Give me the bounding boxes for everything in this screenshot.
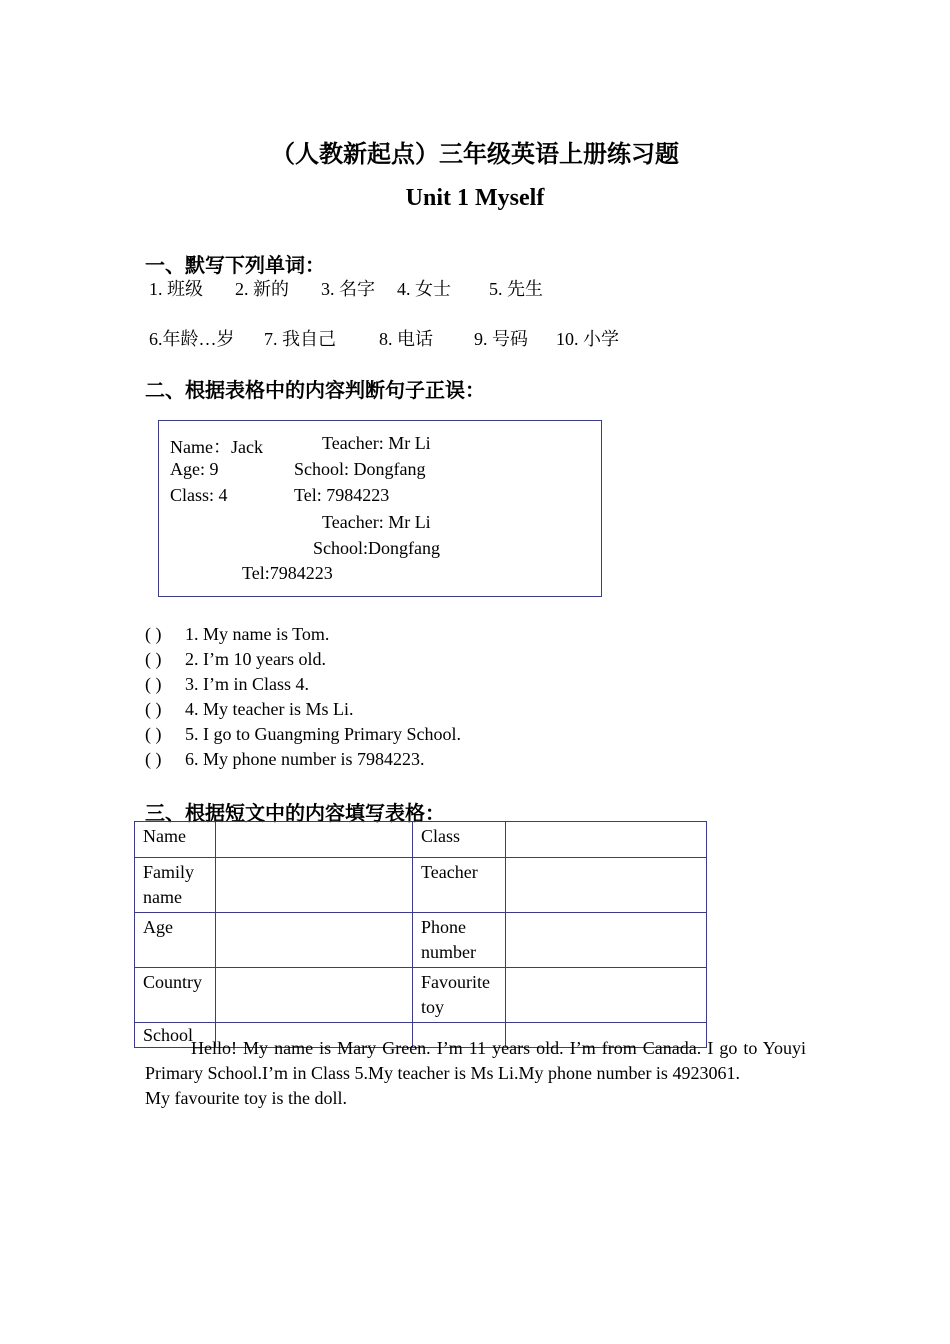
label-cell: Class [413,822,506,858]
passage-paragraph: My favourite toy is the doll. [145,1088,347,1108]
judge-item-2 [145,649,326,670]
table-row [135,858,707,913]
answer-cell[interactable] [506,913,707,968]
statement-text: 3. I’m in Class 4. [185,674,309,694]
vocab-item: 3. 名字 [321,279,375,299]
vocab-item: 1. 班级 [149,279,203,299]
label-cell: Age [135,913,216,968]
answer-cell[interactable] [506,858,707,913]
vocab-item: 10. 小学 [556,329,619,349]
vocab-item: 4. 女士 [397,279,451,299]
vocab-item: 6.年龄…岁 [149,329,235,349]
judge-item-1 [145,624,329,645]
section2-heading: 二、根据表格中的内容判断句子正误： [145,380,485,402]
answer-cell[interactable] [216,968,413,1023]
statement-text: 2. I’m 10 years old. [185,649,326,669]
label-cell: Name [135,822,216,858]
reading-passage [145,1036,806,1111]
vocab-item: 8. 电话 [379,329,433,349]
info-age: Age: 9 [170,459,219,479]
answer-blank[interactable]: ( ) [145,624,162,644]
info-school: School: Dongfang [294,459,426,479]
answer-blank[interactable]: ( ) [145,749,162,769]
label-cell: Family name [135,858,216,913]
label-cell: Favourite toy [413,968,506,1023]
info-name: Name：Jack [170,437,263,457]
passage-paragraph: Hello! My name is Mary Green. I’m 11 years old. I’m from Canada. I go to Youyi Primary School.I’m in Class 5.My teacher is Ms Li.My phone number is 4923061. [145,1038,806,1083]
vocab-item: 2. 新的 [235,279,289,299]
answer-blank[interactable]: ( ) [145,674,162,694]
info-teacher-repeat: Teacher: Mr Li [322,512,431,532]
answer-blank[interactable]: ( ) [145,699,162,719]
section3-heading: 三、根据短文中的内容填写表格： [145,803,445,825]
answer-blank[interactable]: ( ) [145,724,162,744]
info-card [158,420,602,597]
statement-text: 6. My phone number is 7984223. [185,749,425,769]
judge-item-3 [145,674,309,695]
answer-cell[interactable] [506,968,707,1023]
judge-item-5 [145,724,461,745]
judge-item-4 [145,699,353,720]
table-row [135,913,707,968]
statement-text: 1. My name is Tom. [185,624,330,644]
page-subtitle: Unit 1 Myself [405,185,545,211]
info-teacher: Teacher: Mr Li [322,433,431,453]
table-row [135,822,707,858]
judge-item-6 [145,749,424,770]
vocab-item: 9. 号码 [474,329,528,349]
answer-cell[interactable] [216,858,413,913]
statement-text: 4. My teacher is Ms Li. [185,699,354,719]
answer-blank[interactable]: ( ) [145,649,162,669]
vocab-item: 7. 我自己 [264,329,336,349]
page-title: （人教新起点）三年级英语上册练习题 [271,142,679,168]
section1-heading: 一、默写下列单词： [145,255,325,277]
answer-cell[interactable] [506,822,707,858]
label-cell: School [135,1023,216,1048]
table-row [135,968,707,1023]
info-class: Class: 4 [170,485,228,505]
vocab-item: 5. 先生 [489,279,543,299]
info-tel: Tel: 7984223 [294,485,390,505]
statement-text: 5. I go to Guangming Primary School. [185,724,461,744]
info-tel-repeat: Tel:7984223 [242,563,333,583]
label-cell: Phone number [413,913,506,968]
label-cell: Country [135,968,216,1023]
answer-cell[interactable] [216,822,413,858]
info-school-repeat: School:Dongfang [313,538,440,558]
label-cell: Teacher [413,858,506,913]
answer-cell[interactable] [216,913,413,968]
info-form-table [134,821,707,1048]
